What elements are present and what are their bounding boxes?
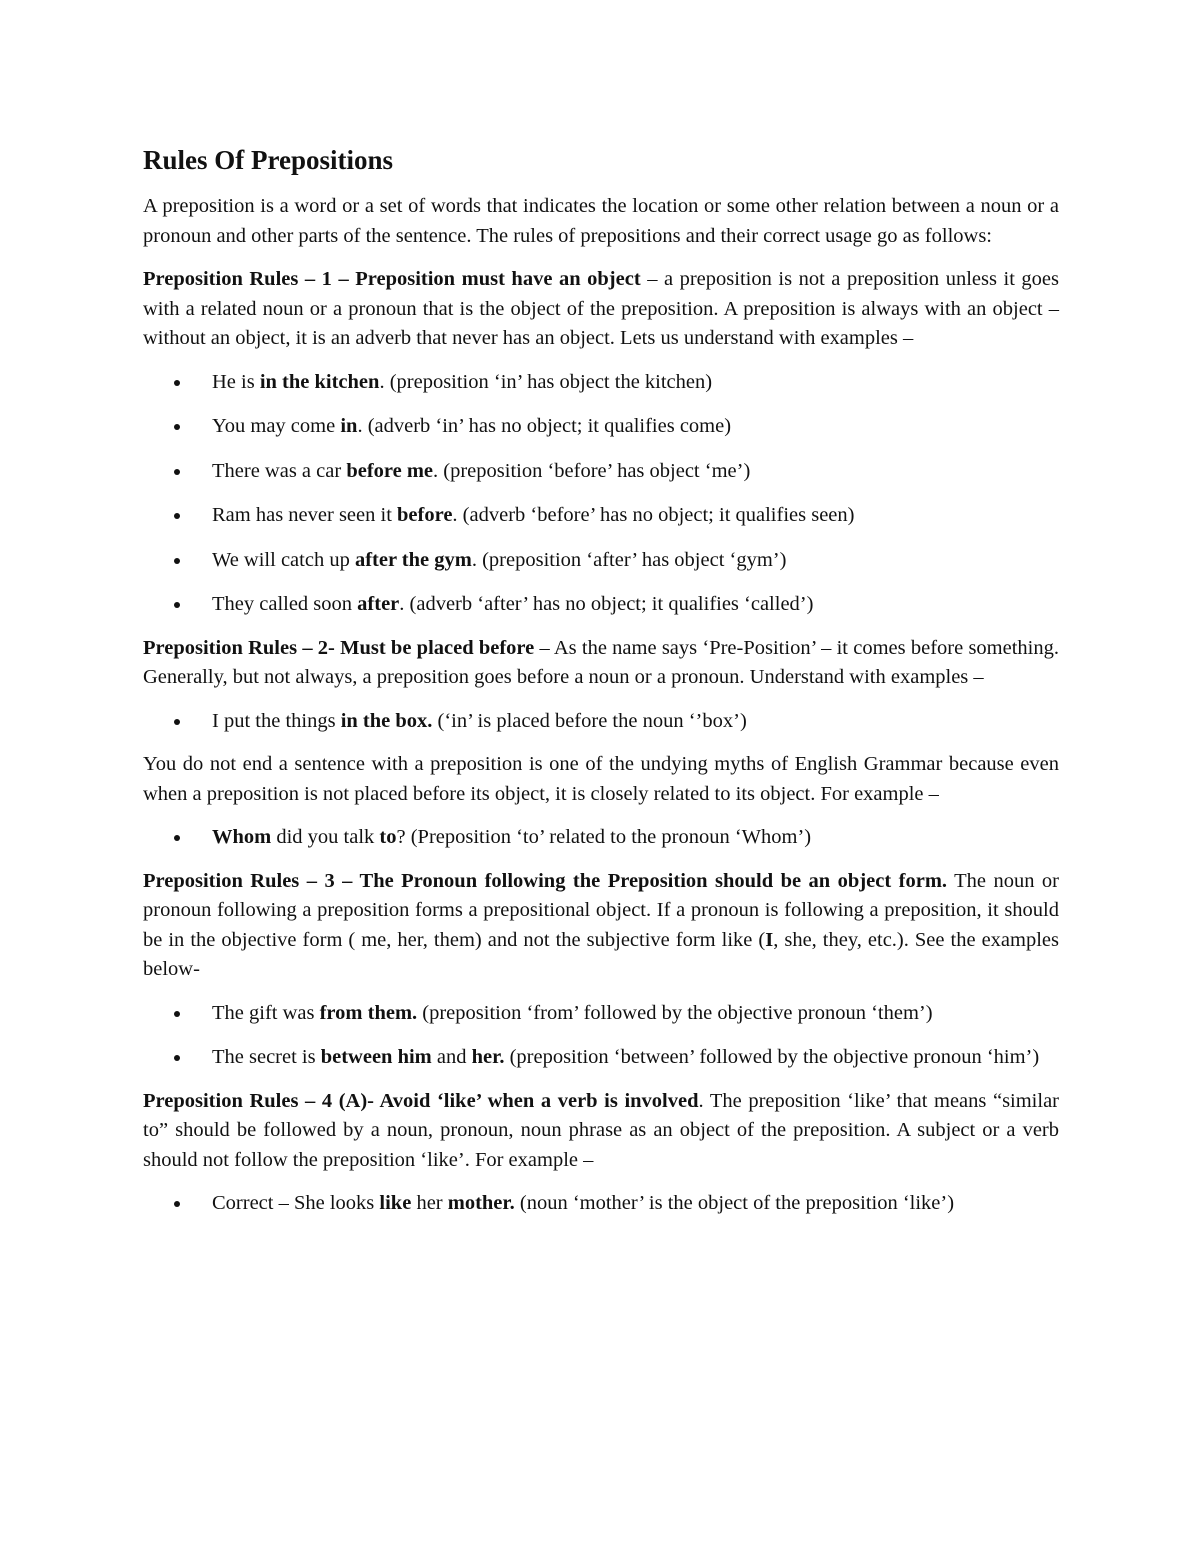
example-note: (noun ‘mother’ is the object of the preposition ‘like’) bbox=[514, 1192, 955, 1214]
example-note: . (adverb ‘after’ has no object; it qualifies ‘called’) bbox=[399, 593, 814, 615]
rule-4-text: . The preposition ‘like’ that means “similar to” should be followed by a noun, pronoun, noun phrase as an object of the preposition. A subject or a verb should not follow the preposition ‘like’. For example – bbox=[143, 1089, 1059, 1171]
example-note: ? (Preposition ‘to’ related to the pronoun ‘Whom’) bbox=[396, 826, 812, 848]
example-bold: in the box. bbox=[340, 709, 433, 732]
example-text: We will catch up bbox=[212, 548, 355, 571]
bullet-icon bbox=[174, 1055, 180, 1061]
list-item bbox=[143, 546, 1059, 576]
example-bold: in the kitchen bbox=[259, 370, 380, 393]
example-text: her bbox=[411, 1192, 448, 1214]
list-item bbox=[143, 412, 1059, 442]
rule-4-heading: Preposition Rules – 4 (A)- Avoid ‘like’ when a verb is involved bbox=[143, 1089, 699, 1112]
bullet-icon bbox=[174, 1011, 180, 1017]
example-note: . (preposition ‘after’ has object ‘gym’) bbox=[471, 548, 787, 571]
example-bold: after bbox=[357, 593, 400, 615]
example-bold: her. bbox=[471, 1046, 505, 1068]
example-note: . (preposition ‘before’ has object ‘me’) bbox=[433, 459, 751, 482]
bullet-icon bbox=[174, 380, 180, 386]
example-text: The gift was bbox=[212, 1001, 320, 1024]
list-item bbox=[143, 1043, 1059, 1073]
bullet-icon bbox=[174, 719, 180, 725]
example-note: . (preposition ‘in’ has object the kitchen) bbox=[379, 370, 713, 393]
rule-3-examples bbox=[143, 999, 1059, 1073]
rule-2-examples bbox=[143, 707, 1059, 737]
rule-4-examples bbox=[143, 1189, 1059, 1219]
rule-4-paragraph bbox=[143, 1087, 1059, 1176]
rule-2-note-examples bbox=[143, 823, 1059, 853]
example-bold: like bbox=[379, 1192, 412, 1214]
rule-2-paragraph bbox=[143, 634, 1059, 693]
example-note: (preposition ‘from’ followed by the objective pronoun ‘them’) bbox=[417, 1001, 933, 1024]
list-item bbox=[143, 999, 1059, 1029]
example-note: (‘in’ is placed before the noun ‘’box’) bbox=[432, 709, 747, 732]
example-note: (preposition ‘between’ followed by the objective pronoun ‘him’) bbox=[504, 1046, 1040, 1068]
bullet-icon bbox=[174, 424, 180, 430]
example-text: did you talk bbox=[271, 826, 380, 848]
page-title: Rules Of Prepositions bbox=[143, 145, 394, 175]
example-text: The secret is bbox=[212, 1046, 321, 1068]
bullet-icon bbox=[174, 558, 180, 564]
rule-2-heading: Preposition Rules – 2- Must be placed before bbox=[143, 636, 535, 659]
example-bold: before bbox=[397, 504, 453, 526]
bullet-icon bbox=[174, 513, 180, 519]
rule-1-paragraph bbox=[143, 265, 1059, 354]
list-item bbox=[143, 457, 1059, 487]
example-text: and bbox=[431, 1046, 472, 1068]
bullet-icon bbox=[174, 1201, 180, 1207]
bullet-icon bbox=[174, 602, 180, 608]
bullet-icon bbox=[174, 835, 180, 841]
example-text: He is bbox=[212, 370, 260, 393]
rule-1-heading: Preposition Rules – 1 – Preposition must have an object bbox=[143, 268, 641, 290]
example-bold: in bbox=[340, 415, 358, 437]
rule-2-note-paragraph: You do not end a sentence with a preposition is one of the undying myths of English Grammar because even when a preposition is not placed before its object, it is closely related to its object. For example – bbox=[143, 753, 1059, 805]
rule-2-text: – As the name says ‘Pre-Position’ – it comes before something. Generally, but not always, a preposition goes before a noun or a pronoun. Understand with examples – bbox=[143, 636, 1059, 688]
example-text: They called soon bbox=[212, 593, 358, 615]
list-item bbox=[143, 368, 1059, 398]
document-body bbox=[143, 140, 1059, 1233]
example-bold: before me bbox=[346, 459, 434, 482]
rule-3-heading: Preposition Rules – 3 – The Pronoun following the Preposition should be an object form. bbox=[143, 869, 948, 892]
example-bold: Whom bbox=[212, 826, 272, 848]
example-bold: to bbox=[379, 826, 397, 848]
rule-3-bold-i: I bbox=[765, 928, 774, 951]
list-item bbox=[143, 1189, 1059, 1219]
list-item bbox=[143, 823, 1059, 853]
example-bold: after the gym bbox=[354, 548, 472, 571]
example-bold: from them. bbox=[319, 1001, 418, 1024]
example-note: . (adverb ‘in’ has no object; it qualifies come) bbox=[357, 415, 732, 437]
example-text: There was a car bbox=[212, 459, 347, 482]
example-bold: mother. bbox=[447, 1192, 515, 1214]
rule-1-examples bbox=[143, 368, 1059, 620]
rule-3-text-end: , she, they, etc.). See the examples below- bbox=[143, 928, 1059, 980]
example-text: I put the things bbox=[212, 709, 341, 732]
bullet-icon bbox=[174, 469, 180, 475]
rule-1-text: – a preposition is not a preposition unless it goes with a related noun or a pronoun that is the object of the preposition. A preposition is always with an object – without an object, it is an adverb that never has an object. Lets us understand with examples – bbox=[143, 268, 1059, 349]
example-text: Correct – She looks bbox=[212, 1192, 380, 1214]
example-text: Ram has never seen it bbox=[212, 504, 398, 526]
list-item bbox=[143, 501, 1059, 531]
list-item bbox=[143, 590, 1059, 620]
list-item bbox=[143, 707, 1059, 737]
example-text: You may come bbox=[212, 415, 341, 437]
example-note: . (adverb ‘before’ has no object; it qualifies seen) bbox=[452, 504, 855, 526]
example-bold: between him bbox=[320, 1046, 432, 1068]
intro-paragraph: A preposition is a word or a set of words that indicates the location or some other relation between a noun or a pronoun and other parts of the sentence. The rules of prepositions and their correct usage go as follows: bbox=[143, 195, 1059, 247]
rule-3-paragraph bbox=[143, 867, 1059, 985]
rule-3-text: The noun or pronoun following a preposition forms a prepositional object. If a pronoun is following a preposition, it should be in the objective form ( me, her, them) and not the subjective form like ( bbox=[143, 869, 1059, 951]
